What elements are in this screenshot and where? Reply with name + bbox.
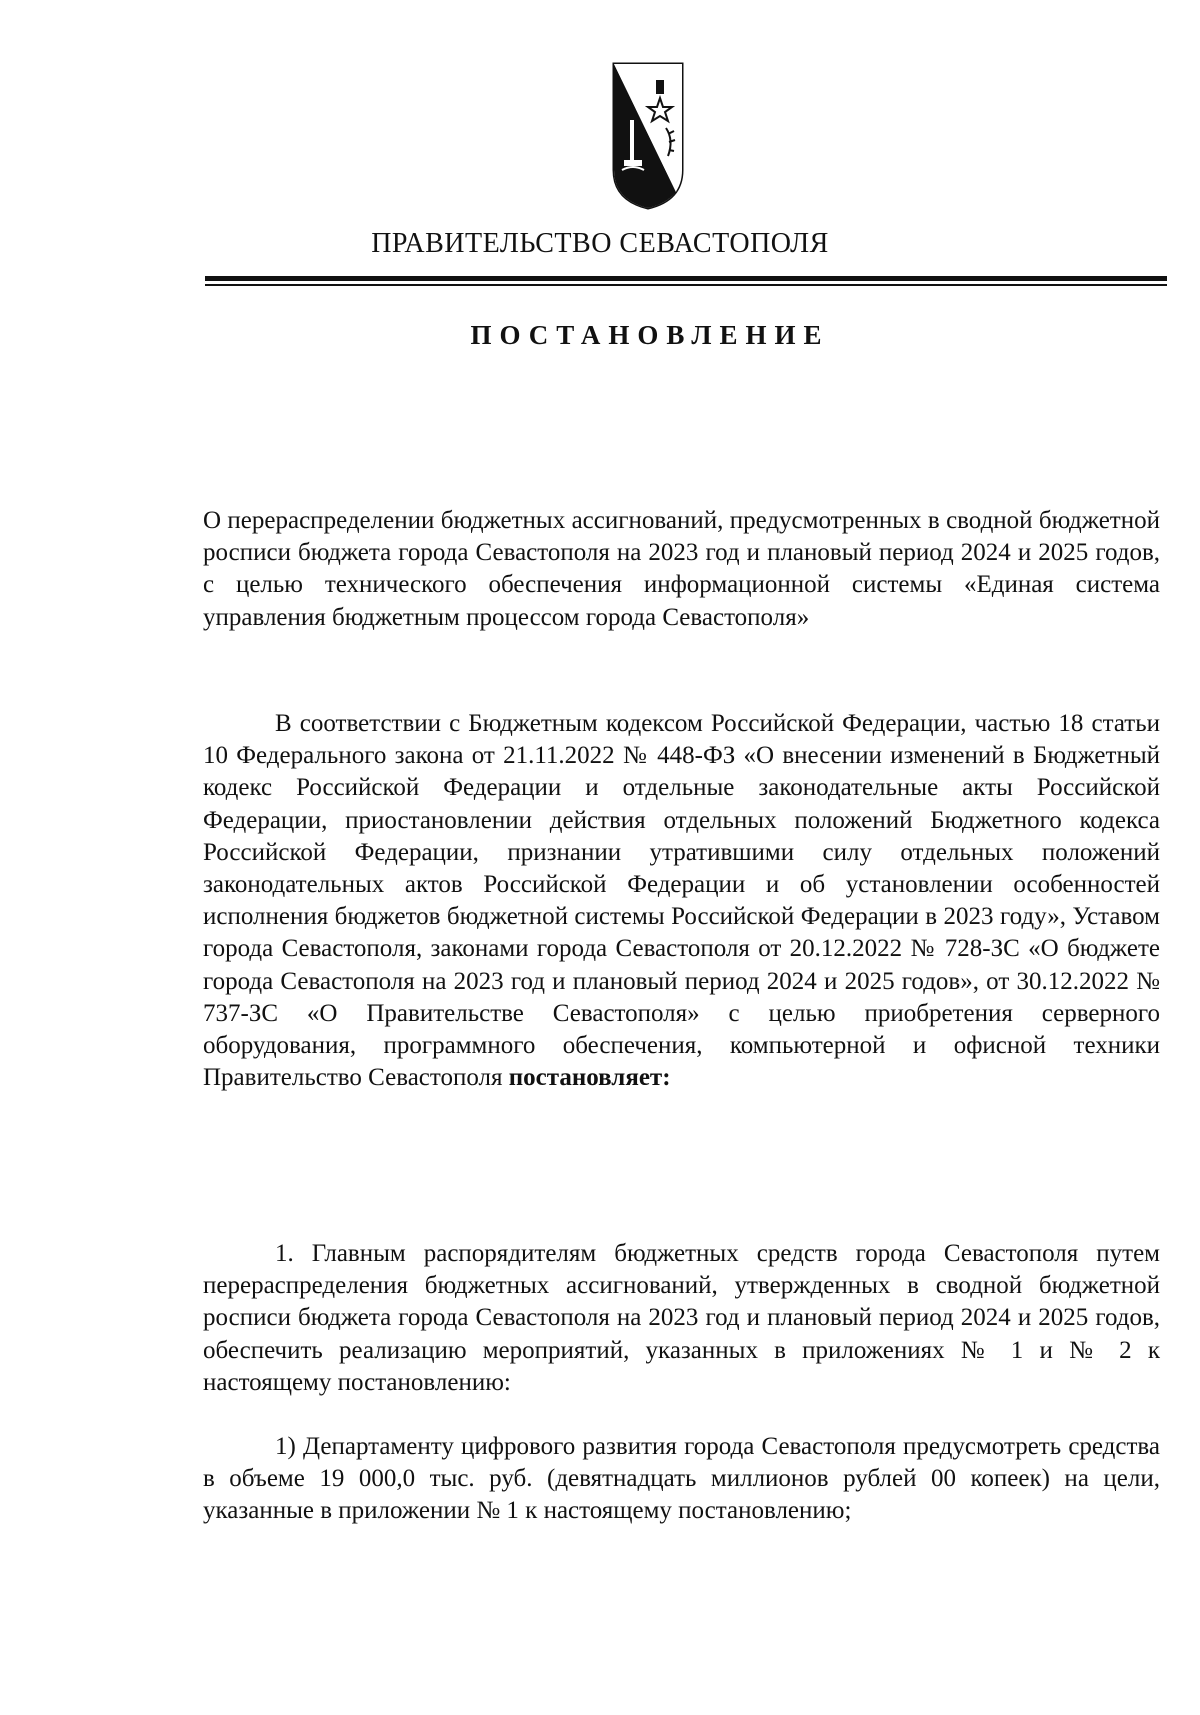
item-1-1-paragraph: 1) Департаменту цифрового развития города Севастополя предусмотреть средства в объеме 19 000,0 тыс. руб. (девятнадцать миллионов рублей 00 копеек) на цели, указанные в приложении № 1 к настоящему постановлению; — [203, 1433, 1160, 1525]
preamble-text: В соответствии с Бюджетным кодексом Российской Федерации, частью 18 статьи 10 Федерального закона от 21.11.2022 № 448-ФЗ «О внесении изменений в Бюджетный кодекс Российской Федерации и отдельные законодательные акты Российской Федерации, приостановлении действия отдельных положений Бюджетного кодекса Российской Федерации, признании утратившими силу отдельных положений законодательных актов Российской Федерации и об установлении особенностей исполнения бюджетов бюджетной системы Российской Федерации в 2023 году», Уставом города Севастополя, законами города Севастополя от 20.12.2022 № 728-ЗС «О бюджете города Севастополя на 2023 год и плановый период 2024 и 2025 годов», от 30.12.2022 № 737-ЗС «О Правительстве Севастополя» с целью приобретения серверного оборудования, программного обеспечения, компьютерной и офисной техники Правительство Севастополя — [203, 710, 1160, 1092]
organization-title: ПРАВИТЕЛЬСТВО СЕВАСТОПОЛЯ — [371, 228, 829, 259]
preamble-paragraph — [203, 708, 1160, 1094]
item-1-paragraph: 1. Главным распорядителям бюджетных средств города Севастополя путем перераспределения бюджетных ассигнований, утвержденных в сводной бюджетной росписи бюджета города Севастополя на 2023 год и плановый период 2024 и 2025 годов, обеспечить реализацию мероприятий, указанных в приложениях № 1 и № 2 к настоящему постановлению: — [203, 1240, 1160, 1396]
header-rule-thin — [205, 284, 1167, 286]
document-subject: О перераспределении бюджетных ассигнований, предусмотренных в сводной бюджетной росписи бюджета города Севастополя на 2023 год и плановый период 2024 и 2025 годов, с целью технического обеспечения информационной системы «Единая система управления бюджетным процессом города Севастополя» — [203, 507, 1160, 631]
decree-word: постановляет: — [508, 1064, 671, 1092]
header-rule-thick — [205, 276, 1167, 281]
document-type-heading: ПОСТАНОВЛЕНИЕ — [470, 320, 830, 350]
sevastopol-coat-of-arms-icon — [608, 60, 688, 210]
